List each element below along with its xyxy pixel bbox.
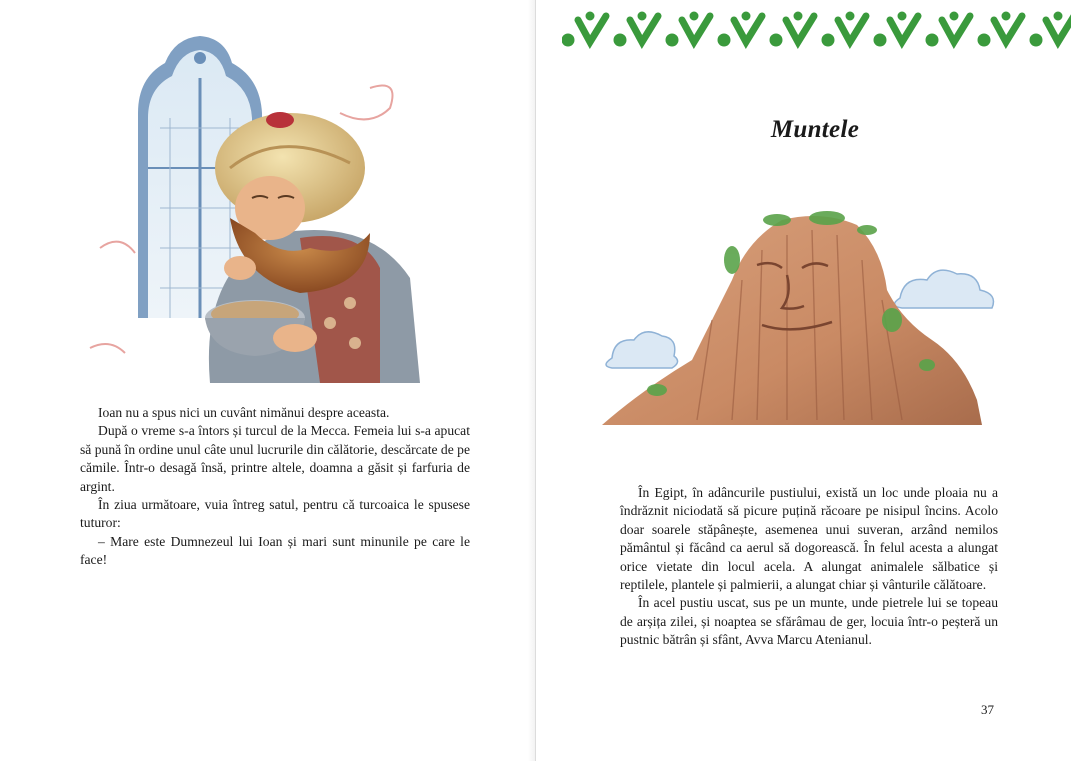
left-page-text — [80, 404, 470, 570]
illustration-man-with-bowl — [80, 18, 420, 383]
right-page-text — [620, 484, 998, 650]
paragraph: În Egipt, în adâncurile pustiului, există un loc unde ploaia nu a îndrăznit niciodată să picure puțină răcoare pe nisipul încins. Acolo doar soarele stăpânește, asemenea unui suveran, arzând nemilos pământul și făcând ca aerul să dogorească. În felul acesta a alungat orice vietate din locul acela. A alungat animalele sălbatice și reptilele, plantele și palmierii, a alungat chiar și vânturile călătoare. — [620, 485, 998, 593]
paragraph: Ioan nu a spus nici un cuvânt nimănui despre aceasta. — [98, 405, 390, 420]
green-ornament-border — [562, 2, 1071, 52]
paragraph: În acel pustiu uscat, sus pe un munte, unde pietrele lui se topeau de arșița zilei, și noaptea se sfărâmau de ger, locuia într-o peșteră un pustnic bătrân și sfânt, Avva Marcu Atenianul. — [620, 595, 998, 648]
paragraph: – Mare este Dumnezeul lui Ioan și mari sunt minunile pe care le face! — [80, 533, 470, 568]
chapter-title: Muntele — [770, 116, 860, 143]
paragraph: După o vreme s-a întors și turcul de la Mecca. Femeia lui s-a apucat să pună în ordine unul câte unul lucrurile din călătorie, descărcate de pe cămile. Într-o desagă însă, printre altele, doamna a găsit și farfuria de argint. — [80, 423, 470, 494]
paragraph: În ziua următoare, vuia întreg satul, pentru că turcoaica le spusese tuturor: — [80, 497, 470, 531]
page-number: 37 — [981, 702, 994, 717]
illustration-mountain-face — [582, 190, 1002, 450]
